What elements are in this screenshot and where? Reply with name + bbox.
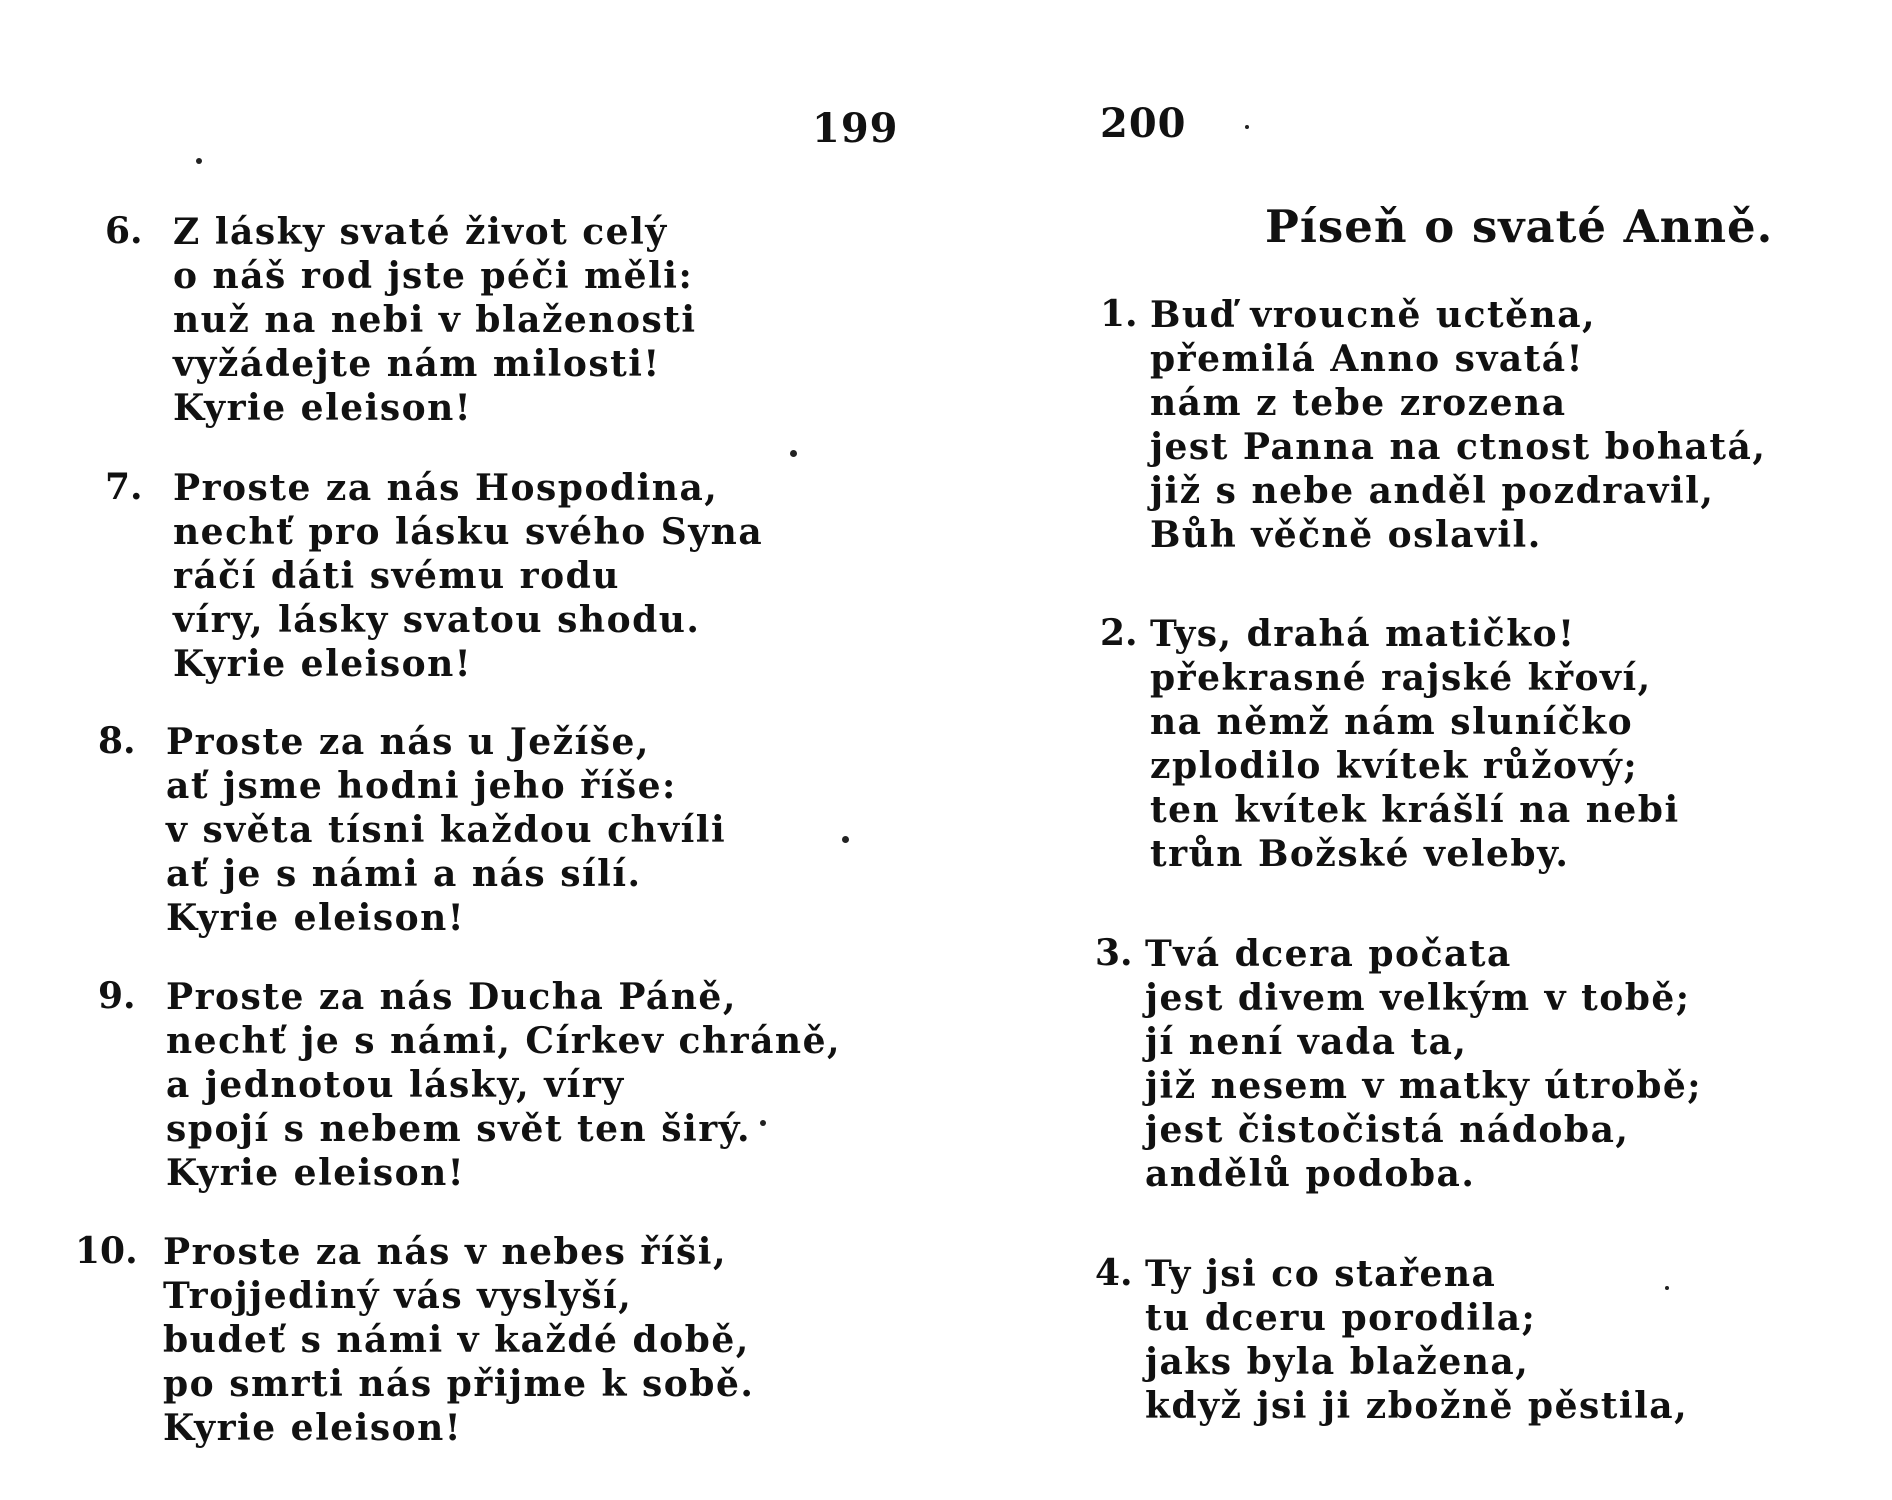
verse-line: nechť pro lásku svého Syna [173, 511, 764, 553]
verse-line: Ty jsi co stařena [1145, 1253, 1497, 1295]
scan-speck [842, 836, 849, 843]
stanza-number: 1. [1100, 293, 1138, 335]
stanza-number: 6. [105, 210, 143, 252]
verse-line: Bůh věčně oslavil. [1150, 514, 1542, 556]
verse-line: již nesem v matky útrobě; [1145, 1065, 1703, 1107]
verse-line: ráčí dáti svému rodu [173, 555, 620, 597]
stanza-number: 4. [1095, 1252, 1133, 1294]
scan-speck [760, 1120, 766, 1126]
verse-line: Buď vroucně uctěna, [1150, 294, 1597, 336]
verse-line: nuž na nebi v blaženosti [173, 299, 697, 341]
verse-line: o náš rod jste péči měli: [173, 255, 694, 297]
verse-line: a jednotou lásky, víry [166, 1064, 625, 1106]
verse-line: vyžádejte nám milosti! [173, 343, 661, 385]
verse-line: zplodilo kvítek růžový; [1150, 745, 1639, 787]
verse-line: jest čistočistá nádoba, [1145, 1109, 1630, 1151]
page-number-right: 200 [1100, 100, 1187, 147]
verse-line: Kyrie eleison! [166, 897, 466, 939]
stanza-number: 2. [1100, 612, 1138, 654]
verse-line: andělů podoba. [1145, 1153, 1476, 1195]
scan-speck [1665, 1286, 1669, 1290]
verse-line: v světa tísni každou chvíli [166, 809, 727, 851]
verse-line: Trojjediný vás vyslyší, [163, 1275, 633, 1317]
scan-speck [196, 158, 202, 164]
verse-line: Proste za nás v nebes říši, [163, 1231, 728, 1273]
stanza-number: 7. [105, 466, 143, 508]
verse-line: nechť je s námi, Církev chráně, [166, 1020, 842, 1062]
verse-line: když jsi ji zbožně pěstila, [1145, 1385, 1689, 1427]
verse-line: jí není vada ta, [1145, 1021, 1468, 1063]
verse-line: Kyrie eleison! [166, 1152, 466, 1194]
verse-line: Kyrie eleison! [173, 643, 473, 685]
verse-line: na němž nám sluníčko [1150, 701, 1634, 743]
verse-line: budeť s námi v každé době, [163, 1319, 750, 1361]
verse-line: již s nebe anděl pozdravil, [1150, 470, 1715, 512]
stanza-number: 10. [75, 1230, 138, 1272]
song-title: Píseň o svaté Anně. [1265, 200, 1774, 253]
verse-line: po smrti nás přijme k sobě. [163, 1363, 755, 1405]
verse-line: Tys, drahá matičko! [1150, 613, 1576, 655]
verse-line: Proste za nás Hospodina, [173, 467, 719, 509]
verse-line: Z lásky svaté život celý [173, 211, 668, 253]
verse-line: nám z tebe zrozena [1150, 382, 1567, 424]
stanza-number: 9. [98, 975, 136, 1017]
scan-speck [1245, 125, 1249, 129]
verse-line: trůn Božské veleby. [1150, 833, 1570, 875]
stanza-number: 3. [1095, 932, 1133, 974]
page-number-left: 199 [812, 105, 899, 152]
verse-line: Proste za nás Ducha Páně, [166, 976, 737, 1018]
verse-line: jest divem velkým v tobě; [1145, 977, 1691, 1019]
verse-line: přemilá Anno svatá! [1150, 338, 1584, 380]
verse-line: překrasné rajské křoví, [1150, 657, 1652, 699]
verse-line: ať jsme hodni jeho říše: [166, 765, 677, 807]
verse-line: Proste za nás u Ježíše, [166, 721, 650, 763]
verse-line: tu dceru porodila; [1145, 1297, 1537, 1339]
verse-line: jaks byla blažena, [1145, 1341, 1530, 1383]
verse-line: ať je s námi a nás sílí. [166, 853, 642, 895]
verse-line: ten kvítek krášlí na nebi [1150, 789, 1680, 831]
verse-line: Kyrie eleison! [163, 1407, 463, 1449]
verse-line: Tvá dcera počata [1145, 933, 1512, 975]
scan-speck [790, 450, 797, 457]
stanza-number: 8. [98, 720, 136, 762]
verse-line: víry, lásky svatou shodu. [173, 599, 701, 641]
verse-line: spojí s nebem svět ten širý. [166, 1108, 751, 1150]
verse-line: jest Panna na ctnost bohatá, [1150, 426, 1767, 468]
verse-line: Kyrie eleison! [173, 387, 473, 429]
